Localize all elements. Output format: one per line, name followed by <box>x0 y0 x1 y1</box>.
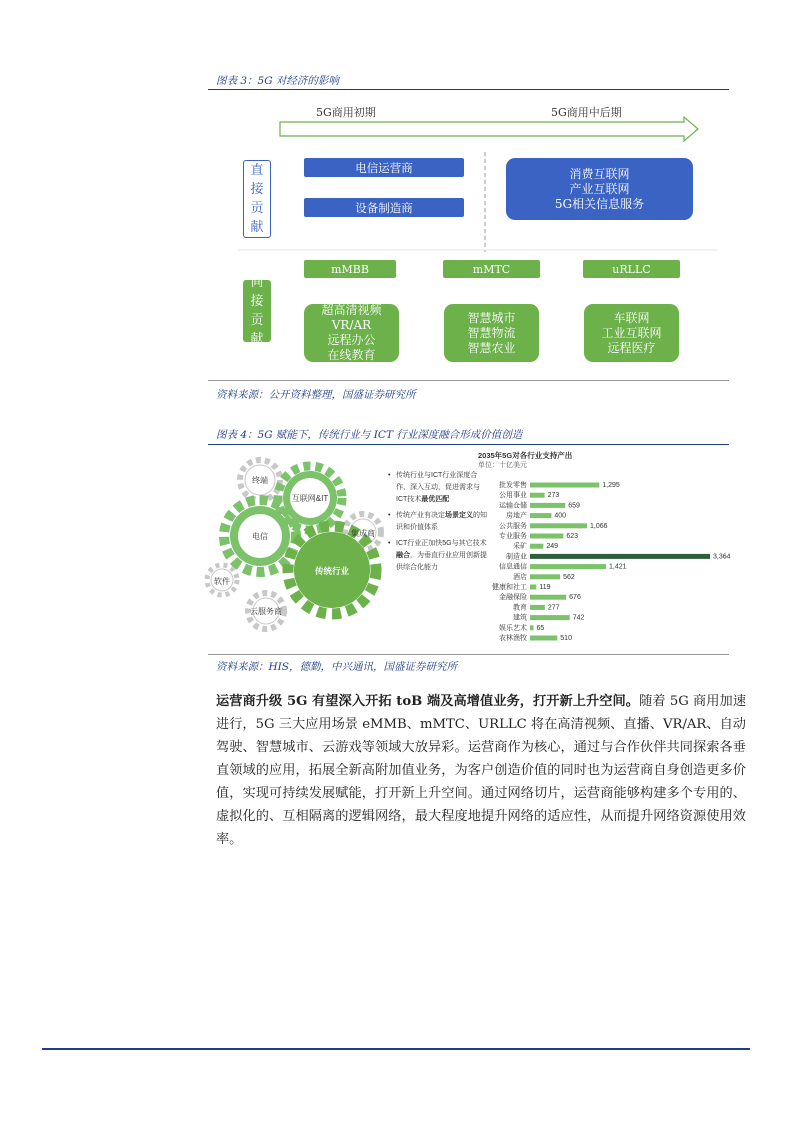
chart-unit: 单位：十亿美元 <box>478 462 527 469</box>
indirect-contribution-label <box>243 275 271 347</box>
gear-telecom-label: 电信 <box>252 532 268 541</box>
bar-value-label: 277 <box>547 604 560 612</box>
indirect-char-3: 贡 <box>250 313 264 328</box>
bar-mark <box>530 534 563 539</box>
bar-category-label: 娱乐艺术 <box>499 624 527 632</box>
bar-category-label: 农林渔牧 <box>499 635 527 642</box>
bar-category-label: 健康和社工 <box>492 584 527 591</box>
timeline-arrow <box>280 117 698 141</box>
late-item-2: 产业互联网 <box>569 181 630 196</box>
bar-mark <box>530 544 543 549</box>
bar-value-label: 3,364 <box>713 553 731 561</box>
figure3-bottom-rule <box>208 380 729 381</box>
scenario-urllc: uRLLC <box>583 260 680 278</box>
direct-char-1: 直 <box>250 163 264 178</box>
mmtc-app-3: 智慧农业 <box>467 340 516 355</box>
scenario-mmtc: mMTC <box>443 260 540 278</box>
bar-mark <box>530 636 557 641</box>
direct-char-2: 接 <box>250 182 264 197</box>
direct-char-3: 贡 <box>250 201 264 216</box>
figure3-top-rule <box>208 89 729 90</box>
footer-rule <box>42 1048 750 1050</box>
bar-value-label: 742 <box>572 614 585 622</box>
mmbb-applications-box <box>304 304 399 362</box>
phase-late-label: 5G商用中后期 <box>551 106 622 119</box>
bar-value-label: 400 <box>554 512 567 520</box>
bar-value-label: 623 <box>566 533 579 540</box>
figure3 <box>208 92 729 380</box>
equipment-maker-bar: 设备制造商 <box>304 198 464 217</box>
bar-mark <box>530 503 565 508</box>
bar-value-label: 659 <box>568 502 580 510</box>
bar-mark <box>530 605 545 610</box>
figure3-title: 图表 3：5G 对经济的影响 <box>216 75 339 87</box>
gear-integrator-label: 集成商 <box>351 529 375 538</box>
figure4-bottom-rule <box>208 654 729 655</box>
bar-mark <box>530 574 560 579</box>
telecom-operator-bar: 电信运营商 <box>304 158 464 177</box>
indirect-char-4: 献 <box>250 332 264 347</box>
bar-category-label: 公共服务 <box>499 522 527 530</box>
bar-category-label: 批发零售 <box>499 482 527 489</box>
bar-category-label: 酒店 <box>513 573 527 581</box>
bar-category-label: 公用事业 <box>499 492 527 500</box>
direct-contribution-label <box>243 160 271 238</box>
urllc-app-1: 车联网 <box>613 310 650 325</box>
urllc-app-3: 远程医疗 <box>607 340 656 355</box>
gear-software-label: 软件 <box>214 577 230 586</box>
indirect-char-1: 间 <box>250 275 264 290</box>
indirect-char-2: 接 <box>250 294 264 309</box>
bar-mark <box>530 483 599 488</box>
bar-value-label: 1,421 <box>609 563 627 571</box>
figure4-bullets <box>388 470 488 578</box>
urllc-app-2: 工业互联网 <box>601 325 662 340</box>
bullet-item: • 传统行业与ICT行业深度合作、深入互动，促进需求与ICT技术最优匹配 <box>388 470 488 506</box>
body-paragraph <box>216 690 746 851</box>
gear-terminal-label: 终端 <box>252 476 268 485</box>
bar-mark <box>530 493 545 498</box>
mmbb-app-3: 远程办公 <box>327 333 376 347</box>
bar-value-label: 562 <box>563 573 575 581</box>
bar-category-label: 信息通信 <box>499 563 527 571</box>
bar-mark <box>530 513 551 518</box>
bar-value-label: 249 <box>546 543 559 551</box>
bar-value-label: 273 <box>547 492 560 500</box>
bar-mark <box>530 625 533 630</box>
figure4 <box>208 448 729 648</box>
figure4-top-rule <box>208 444 729 445</box>
bar-mark <box>530 564 606 569</box>
mmtc-app-2: 智慧物流 <box>467 325 516 340</box>
bar-category-label: 教育 <box>513 604 527 612</box>
bullet-item: • ICT行业正加快5G与其它技术融合，为垂直行业应用创新提供综合化能力 <box>388 538 488 574</box>
bar-category-label: 建筑 <box>513 614 527 622</box>
mmbb-app-2: VR/AR <box>331 318 372 332</box>
bar-mark <box>530 615 570 620</box>
bar-category-label: 运输仓储 <box>499 502 527 510</box>
bar-category-label: 制造业 <box>506 553 527 561</box>
late-item-1: 消费互联网 <box>569 166 630 181</box>
bar-mark <box>530 585 536 590</box>
bar-mark <box>530 554 710 559</box>
figure4-source: 资料来源：HIS，德勤，中兴通讯，国盛证券研究所 <box>216 661 457 673</box>
bullet-item: • 传统产业有决定场景定义的知识和价值体系 <box>388 510 488 534</box>
late-item-3: 5G相关信息服务 <box>554 196 645 211</box>
bar-category-label: 金融保险 <box>499 594 527 602</box>
figure4-title: 图表 4：5G 赋能下，传统行业与 ICT 行业深度融合形成价值创造 <box>216 429 523 441</box>
bar-category-label: 专业服务 <box>499 533 527 540</box>
gear-cloud-label: 云服务商 <box>250 607 282 616</box>
gear-internet-label: 互联网&IT <box>291 494 329 503</box>
mmtc-applications-box <box>444 304 539 362</box>
mmbb-app-1: 超高清视频 <box>321 303 382 317</box>
bar-category-label: 房地产 <box>506 512 527 520</box>
bar-value-label: 1,295 <box>602 482 620 489</box>
bar-value-label: 119 <box>539 584 551 591</box>
figure3-source: 资料来源：公开资料整理，国盛证券研究所 <box>216 389 416 401</box>
mmbb-app-4: 在线教育 <box>327 348 376 362</box>
bar-value-label: 676 <box>569 594 581 602</box>
gear-traditional-label: 传统行业 <box>314 566 349 576</box>
bar-mark <box>530 523 587 528</box>
bar-mark <box>530 595 566 600</box>
chart-title: 2035年5G对各行业支持产出 <box>478 451 573 460</box>
bar-value-label: 510 <box>560 635 572 642</box>
phase-early-label: 5G商用初期 <box>316 106 376 119</box>
direct-char-4: 献 <box>250 220 264 235</box>
paragraph-lead: 运营商升级 5G 有望深入开拓 toB 端及高增值业务，打开新上升空间。 <box>216 694 640 709</box>
bar-chart <box>478 478 731 648</box>
bar-value-label: 65 <box>536 624 545 632</box>
urllc-applications-box <box>584 304 679 362</box>
bar-category-label: 采矿 <box>513 543 527 551</box>
mmtc-app-1: 智慧城市 <box>467 310 516 325</box>
paragraph-text: 随着 5G 商用加速进行，5G 三大应用场景 eMMB、mMTC、URLLC 将在高清视频、直播、VR/AR、自动驾驶、智慧城市、云游戏等领域大放异彩。运营商作为核心，通过与合作伙伴共同探索各垂直领域的应用，拓展全新高附加值业务，为客户创造价值的同时也为运营商自身创造更多价值，实现可持续发展赋能，打开新上升空间。通过网络切片，运营商能够构建多个专用的、虚拟化的、互相隔离的逻辑网络，最大程度地提升网络的适应性，从而提升网络资源使用效率。 <box>216 694 747 847</box>
late-stage-box <box>506 158 693 220</box>
scenario-mmbb: mMBB <box>304 260 396 278</box>
bar-value-label: 1,066 <box>590 522 608 530</box>
